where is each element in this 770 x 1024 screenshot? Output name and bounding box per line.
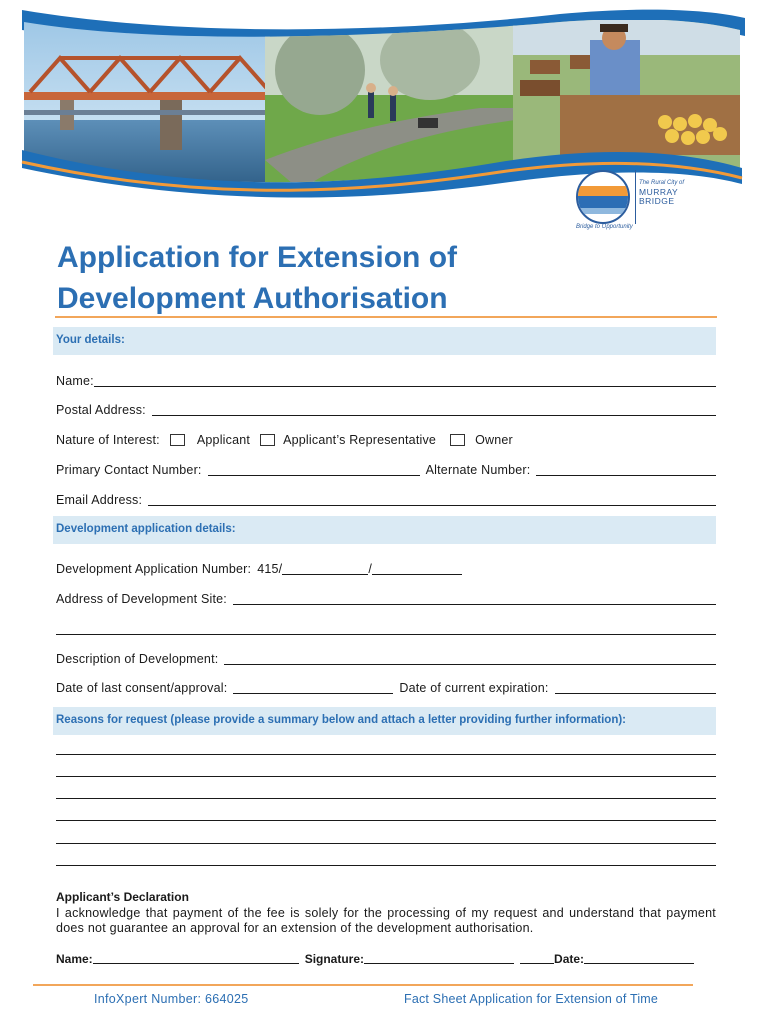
dev-app-number-part2[interactable]	[372, 563, 462, 575]
date-expiration-field[interactable]	[555, 682, 716, 694]
dev-app-separator: /	[368, 562, 373, 576]
dev-site-address-continuation[interactable]	[56, 634, 716, 635]
section-development-details-label: Development application details:	[56, 523, 236, 535]
primary-contact-field[interactable]	[208, 464, 420, 476]
dev-app-number-label: Development Application Number:	[56, 562, 252, 576]
applicant-option-label: Applicant	[196, 433, 251, 447]
dev-site-address-field[interactable]	[233, 593, 716, 605]
dates-row	[56, 680, 716, 696]
section-development-details	[53, 516, 716, 544]
title-line-2: Development Authorisation	[57, 282, 448, 315]
logo-divider	[635, 170, 636, 224]
alternate-number-label: Alternate Number:	[425, 463, 531, 477]
dev-app-number-row	[56, 561, 716, 577]
logo-small-text: The Rural City of	[639, 180, 685, 186]
alternate-number-field[interactable]	[536, 464, 716, 476]
date-label: Date:	[554, 952, 585, 966]
park-walkers-photo	[265, 20, 515, 190]
signature-row	[56, 950, 716, 966]
section-reasons-label: Reasons for request (please provide a summary below and attach a letter providing further information):	[56, 714, 627, 726]
signature-label: Signature:	[304, 952, 365, 966]
email-field[interactable]	[148, 494, 716, 506]
description-field[interactable]	[224, 653, 716, 665]
postal-address-label: Postal Address:	[56, 403, 146, 417]
section-reasons	[53, 707, 716, 735]
dev-site-address-label: Address of Development Site:	[56, 592, 227, 606]
infoxpert-number: InfoXpert Number: 664025	[94, 992, 249, 1006]
date-expiration-label: Date of current expiration:	[399, 681, 549, 695]
logo-emblem	[576, 170, 630, 224]
contact-number-row	[56, 462, 716, 478]
owner-checkbox[interactable]	[450, 434, 465, 446]
dev-app-prefix: 415/	[257, 562, 283, 576]
postal-address-row	[56, 402, 716, 418]
name-row	[56, 373, 716, 389]
reasons-line-3[interactable]	[56, 798, 716, 799]
title-line-1: Application for Extension of	[57, 241, 458, 274]
title-divider	[55, 316, 717, 318]
reasons-line-5[interactable]	[56, 843, 716, 844]
reasons-line-2[interactable]	[56, 776, 716, 777]
logo-tagline: Bridge to Opportunity	[576, 224, 633, 230]
representative-option-label: Applicant’s Representative	[283, 433, 437, 447]
date-last-consent-field[interactable]	[233, 682, 393, 694]
page-title	[57, 237, 657, 319]
applicant-checkbox[interactable]	[170, 434, 185, 446]
primary-contact-label: Primary Contact Number:	[56, 463, 202, 477]
date-last-consent-label: Date of last consent/approval:	[56, 681, 228, 695]
declaration-name-label: Name:	[56, 952, 93, 966]
name-field[interactable]	[94, 375, 716, 387]
reasons-line-1[interactable]	[56, 754, 716, 755]
council-logo	[574, 166, 704, 232]
description-row	[56, 651, 716, 667]
declaration-name-field[interactable]	[93, 952, 299, 964]
logo-name-line2: BRIDGE	[639, 196, 675, 206]
logo-name	[639, 188, 678, 206]
section-your-details-label: Your details:	[56, 334, 125, 346]
owner-option-label: Owner	[475, 433, 513, 447]
declaration-text: I acknowledge that payment of the fee is solely for the processing of my request and understand that payment does not guarantee an approval for an extension of the development authorisation.	[56, 906, 716, 935]
reasons-line-4[interactable]	[56, 820, 716, 821]
section-your-details	[53, 327, 716, 355]
footer-divider	[33, 984, 693, 986]
description-label: Description of Development:	[56, 652, 219, 666]
logo-name-line1: MURRAY	[639, 187, 679, 197]
representative-checkbox[interactable]	[260, 434, 275, 446]
signature-date-spacer	[520, 952, 554, 964]
postal-address-field[interactable]	[152, 404, 716, 416]
email-row	[56, 492, 716, 508]
name-label: Name:	[56, 374, 94, 388]
date-field[interactable]	[584, 952, 694, 964]
nature-of-interest-row	[56, 432, 716, 448]
dev-site-address-row	[56, 591, 716, 607]
declaration-title: Applicant’s Declaration	[56, 890, 189, 904]
signature-field[interactable]	[364, 952, 514, 964]
fact-sheet-title: Fact Sheet Application for Extension of Time	[404, 992, 659, 1006]
email-label: Email Address:	[56, 493, 143, 507]
dev-app-number-part1[interactable]	[282, 563, 368, 575]
reasons-line-6[interactable]	[56, 865, 716, 866]
nature-of-interest-label: Nature of Interest:	[56, 433, 160, 447]
